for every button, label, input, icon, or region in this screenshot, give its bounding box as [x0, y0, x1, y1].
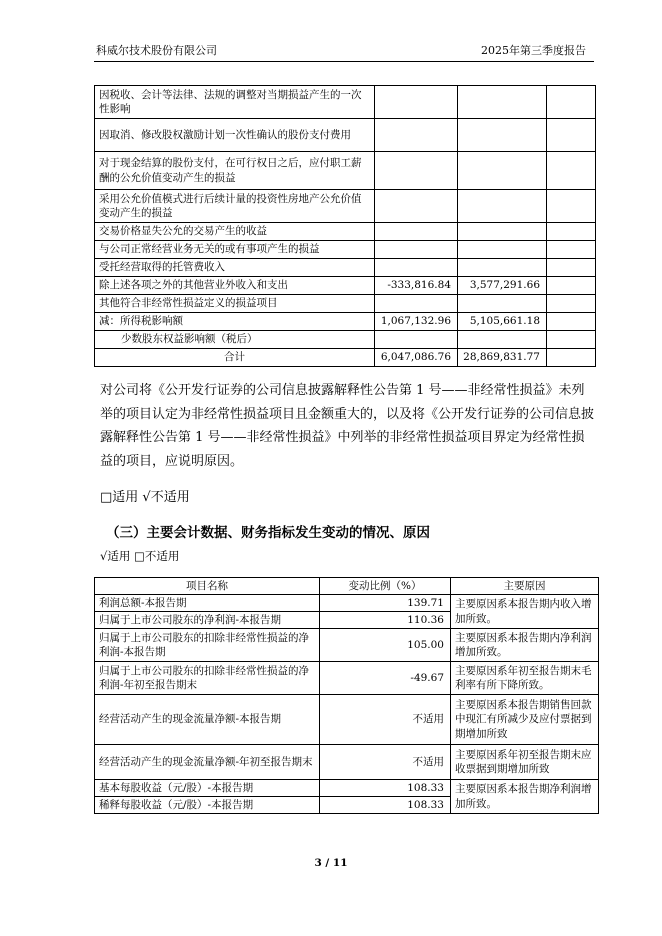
table-row: [95, 331, 596, 349]
total-label: 合计: [95, 349, 375, 367]
table-row: 利润总额-本报告期 139.71 主要原因系本报告期内收入增加所致。: [95, 595, 599, 612]
applicability-options: □适用 √不适用: [100, 490, 190, 505]
header-company: 科威尔技术股份有限公司: [96, 44, 217, 57]
table-row: 经营活动产生的现金流量净额-本报告期 不适用 主要原因系本报告期销售回款中现汇有所减少及应付票据到期增加所致: [95, 695, 599, 745]
item-cell: 少数股东权益影响额（税后）: [95, 331, 375, 349]
table-header-row: [95, 578, 599, 595]
table-row: 减：所得税影响额 1,067,132.96 5,105,661.18: [95, 313, 596, 331]
item-cell: 交易价格显失公允的交易产生的收益: [95, 223, 375, 241]
item-cell: 除上述各项之外的其他营业外收入和支出: [95, 277, 375, 295]
item-cell: 采用公允价值模式进行后续计量的投资性房地产公允价值变动产生的损益: [95, 190, 375, 223]
reason-cell: 主要原因系本报告期内收入增加所致。: [451, 595, 599, 629]
total-row: [95, 349, 596, 367]
table-row: [95, 190, 596, 223]
applicability-options-2: √适用 □不适用: [100, 549, 180, 563]
total-value-2: 28,869,831.77: [458, 349, 547, 367]
item-cell: 因取消、修改股权激励计划一次性确认的股份支付费用: [95, 119, 375, 152]
total-value-1: 6,047,086.76: [375, 349, 458, 367]
header-main-reason: 主要原因: [451, 578, 599, 595]
page-number: 3 / 11: [314, 857, 348, 869]
table-row: 除上述各项之外的其他营业外收入和支出 -333,816.84 3,577,291.66: [95, 277, 596, 295]
reason-cell: 主要原因系本报告期销售回款中现汇有所减少及应付票据到期增加所致: [451, 695, 599, 745]
item-cell: 因税收、会计等法律、法规的调整对当期损益产生的一次性影响: [95, 86, 375, 119]
item-cell: 其他符合非经常性损益定义的损益项目: [95, 295, 375, 313]
table-row: [95, 119, 596, 152]
item-cell: 受托经营取得的托管费收入: [95, 259, 375, 277]
table-row: [95, 223, 596, 241]
item-cell: 减：所得税影响额: [95, 313, 375, 331]
table-row: [95, 241, 596, 259]
header-report-title: 2025年第三季度报告: [481, 44, 586, 57]
item-cell: 与公司正常经营业务无关的或有事项产生的损益: [95, 241, 375, 259]
header-item-name: 项目名称: [95, 578, 320, 595]
table-row: [95, 295, 596, 313]
reason-cell: 主要原因系年初至报告期末应收票据到期增加所致: [451, 745, 599, 780]
table-row: 归属于上市公司股东的扣除非经常性损益的净利润-年初至报告期末 -49.67 主要原因系年初至报告期末毛利率有所下降所致。: [95, 662, 599, 695]
item-cell: 对于现金结算的股份支付，在可行权日之后，应付职工薪酬的公允价值变动产生的损益: [95, 152, 375, 190]
table-row: 归属于上市公司股东的扣除非经常性损益的净利润-本报告期 105.00 主要原因系本报告期内净利润增加所致。: [95, 629, 599, 662]
non-recurring-items-table: [94, 85, 596, 367]
reason-cell: 主要原因系本报告期内净利润增加所致。: [451, 629, 599, 662]
table-row: [95, 152, 596, 190]
table-row: 归属于上市公司股东的净利润-本报告期 110.36: [95, 612, 599, 629]
key-indicator-changes-table: [94, 577, 599, 814]
table-row: [95, 86, 596, 119]
reason-cell: 主要原因系年初至报告期末毛利率有所下降所致。: [451, 662, 599, 695]
header-change-ratio: 变动比例（%）: [320, 578, 451, 595]
table-row: 稀释每股收益（元/股）-本报告期 108.33: [95, 797, 599, 814]
reason-cell: 主要原因系本报告期净利润增加所致。: [451, 780, 599, 814]
table-row: [95, 259, 596, 277]
table-row: 经营活动产生的现金流量净额-年初至报告期末 不适用 主要原因系年初至报告期末应收票据到期增加所致: [95, 745, 599, 780]
header-divider: [94, 61, 594, 62]
explanation-paragraph: 对公司将《公开发行证券的公司信息披露解释性公告第 1 号——非经常性损益》未列举的项目认定为非经常性损益项目且金额重大的，以及将《公开发行证券的公司信息披露解释性公告第 1 号——非经常性损益》中列举的非经常性损益项目界定为经常性损益的项目，应说明原因。: [100, 383, 595, 469]
table-row: 基本每股收益（元/股）-本报告期 108.33 主要原因系本报告期净利润增加所致。: [95, 780, 599, 797]
section-title: （三）主要会计数据、财务指标发生变动的情况、原因: [106, 525, 430, 541]
